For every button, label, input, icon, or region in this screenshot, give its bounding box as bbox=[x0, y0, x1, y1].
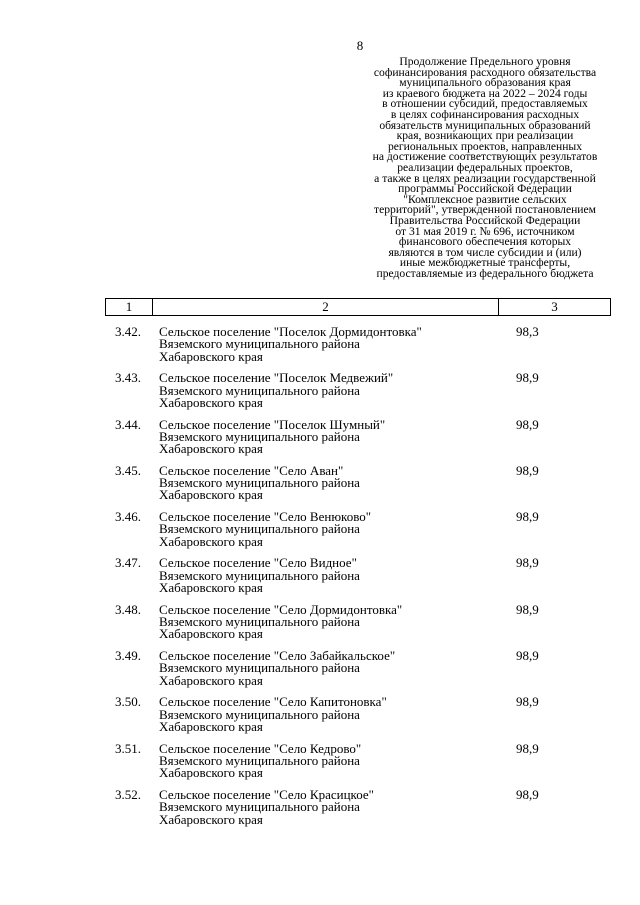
settlement-name bbox=[159, 511, 371, 548]
cofinancing-level-value: 98,9 bbox=[516, 601, 539, 617]
header-note-line: предоставляемые из федерального бюджета bbox=[376, 266, 594, 280]
settlement-name-line: Вяземского муниципального района bbox=[159, 660, 360, 676]
settlement-name-line: Вяземского муниципального района bbox=[159, 428, 360, 444]
settlement-name-line: Хабаровского края bbox=[159, 487, 263, 503]
row-number: 3.46. bbox=[115, 509, 141, 525]
table-row bbox=[105, 650, 611, 696]
header-note-line: Правительства Российской Федерации bbox=[389, 213, 581, 227]
header-note-line: края, возникающих при реализации bbox=[396, 129, 574, 143]
cofinancing-level-value: 98,9 bbox=[516, 740, 539, 756]
settlement-name-line: Сельское поселение "Село Аван" bbox=[159, 462, 344, 478]
header-note-line: программы Российской Федерации bbox=[398, 182, 572, 196]
cofinancing-level-value: 98,9 bbox=[516, 555, 539, 571]
settlement-name-line: Хабаровского края bbox=[159, 348, 263, 364]
row-number: 3.50. bbox=[115, 694, 141, 710]
settlement-name-line: Сельское поселение "Поселок Шумный" bbox=[159, 416, 386, 432]
header-note-line: территорий", утвержденной постановлением bbox=[374, 203, 596, 217]
cofinancing-level-value: 98,9 bbox=[516, 786, 539, 802]
settlement-name-line: Вяземского муниципального района bbox=[159, 567, 360, 583]
header-note-line: муниципального образования края bbox=[399, 76, 571, 90]
settlement-name-line: Хабаровского края bbox=[159, 533, 263, 549]
settlement-name-line: Сельское поселение "Село Кедрово" bbox=[159, 740, 362, 756]
settlement-name-line: Сельское поселение "Поселок Медвежий" bbox=[159, 370, 394, 386]
page-number: 8 bbox=[356, 38, 364, 53]
table-body bbox=[105, 326, 611, 835]
header-note-line: Продолжение Предельного уровня bbox=[399, 55, 571, 68]
settlement-name-line: Сельское поселение "Село Венюково" bbox=[159, 509, 372, 525]
settlement-name-line: Хабаровского края bbox=[159, 626, 263, 642]
header-note-line: в целях софинансирования расходных bbox=[390, 107, 580, 121]
settlement-name bbox=[159, 416, 386, 457]
table-row bbox=[105, 786, 611, 835]
settlement-name-line: Хабаровского края bbox=[159, 580, 263, 596]
settlement-name-line: Хабаровского края bbox=[159, 394, 263, 410]
settlement-name-line: Сельское поселение "Село Красицкое" bbox=[159, 786, 374, 802]
header-note-line: обязательств муниципальных образований bbox=[379, 118, 591, 132]
settlement-name bbox=[159, 786, 374, 827]
row-number: 3.44. bbox=[115, 416, 141, 432]
table-row bbox=[105, 416, 611, 465]
table-row bbox=[105, 326, 611, 372]
settlement-name-line: Хабаровского края bbox=[159, 672, 263, 688]
settlement-name-line: Вяземского муниципального района bbox=[159, 336, 360, 352]
settlement-name bbox=[159, 372, 393, 409]
settlement-name bbox=[159, 326, 422, 363]
row-number: 3.49. bbox=[115, 648, 141, 664]
row-number: 3.48. bbox=[115, 601, 141, 617]
row-number: 3.52. bbox=[115, 786, 141, 802]
settlement-name bbox=[159, 740, 362, 781]
settlement-name-line: Вяземского муниципального района bbox=[159, 475, 360, 491]
settlement-name-line: Сельское поселение "Поселок Дормидонтовка" bbox=[159, 324, 422, 339]
header-note-line: иные межбюджетные трансферты, bbox=[399, 256, 571, 270]
settlement-name-line: Вяземского муниципального района bbox=[159, 521, 360, 537]
settlement-name bbox=[159, 601, 403, 642]
settlement-name bbox=[159, 650, 395, 687]
settlement-name-line: Сельское поселение "Село Дормидонтовка" bbox=[159, 601, 403, 617]
header-note-line: "Комплексное развитие сельских bbox=[403, 192, 567, 206]
settlement-name-line: Сельское поселение "Село Забайкальское" bbox=[159, 648, 396, 664]
header-note-line: реализации федеральных проектов, bbox=[397, 160, 573, 174]
row-number: 3.42. bbox=[115, 324, 141, 339]
cofinancing-level-value: 98,9 bbox=[516, 462, 539, 478]
header-note-line: на достижение соответствующих результатов bbox=[372, 150, 598, 164]
row-number: 3.43. bbox=[115, 370, 141, 386]
table-row bbox=[105, 740, 611, 789]
settlement-name-line: Вяземского муниципального района bbox=[159, 752, 360, 768]
column-header-3: 3 bbox=[551, 299, 558, 314]
table-row bbox=[105, 696, 611, 742]
cofinancing-level-value: 98,9 bbox=[516, 416, 539, 432]
cofinancing-level-value: 98,9 bbox=[516, 694, 539, 710]
header-note-line: от 31 мая 2019 г. № 696, источником bbox=[395, 224, 575, 238]
settlement-name-line: Сельское поселение "Село Видное" bbox=[159, 555, 357, 571]
header-note-line: региональных проектов, направленных bbox=[387, 139, 583, 153]
settlement-name bbox=[159, 462, 360, 503]
row-number: 3.47. bbox=[115, 555, 141, 571]
settlement-name-line: Вяземского муниципального района bbox=[159, 799, 360, 815]
table-header bbox=[105, 298, 611, 316]
header-note-line: софинансирования расходного обязательства bbox=[373, 65, 597, 79]
row-number: 3.51. bbox=[115, 740, 141, 756]
cofinancing-level-value: 98,9 bbox=[516, 648, 539, 664]
column-header-2: 2 bbox=[153, 299, 499, 315]
cofinancing-level-value: 98,9 bbox=[516, 509, 539, 525]
settlement-name-line: Сельское поселение "Село Капитоновка" bbox=[159, 694, 387, 710]
header-note bbox=[355, 57, 615, 279]
column-header-1: 1 bbox=[106, 299, 153, 315]
settlement-name-line: Вяземского муниципального района bbox=[159, 382, 360, 398]
table-row bbox=[105, 601, 611, 650]
header-note-line: из краевого бюджета на 2022 – 2024 годы bbox=[382, 86, 588, 100]
table-row bbox=[105, 557, 611, 603]
settlement-name-line: Вяземского муниципального района bbox=[159, 706, 360, 722]
table-row bbox=[105, 462, 611, 511]
header-note-line: финансового обеспечения которых bbox=[398, 235, 572, 249]
settlement-name-line: Хабаровского края bbox=[159, 441, 263, 457]
settlement-name-line: Хабаровского края bbox=[159, 765, 263, 781]
settlement-name-line: Вяземского муниципального района bbox=[159, 614, 360, 630]
table-row bbox=[105, 511, 611, 557]
cofinancing-level-value: 98,3 bbox=[516, 324, 539, 339]
settlement-name bbox=[159, 557, 360, 594]
settlement-name bbox=[159, 696, 387, 733]
row-number: 3.45. bbox=[115, 462, 141, 478]
settlement-name-line: Хабаровского края bbox=[159, 718, 263, 734]
settlement-name-line: Хабаровского края bbox=[159, 811, 263, 827]
header-note-line: а также в целях реализации государственной bbox=[374, 171, 596, 185]
cofinancing-level-value: 98,9 bbox=[516, 370, 539, 386]
header-note-line: являются в том числе субсидии и (или) bbox=[388, 245, 582, 259]
table-row bbox=[105, 372, 611, 418]
header-note-line: в отношении субсидий, предоставляемых bbox=[382, 97, 588, 111]
